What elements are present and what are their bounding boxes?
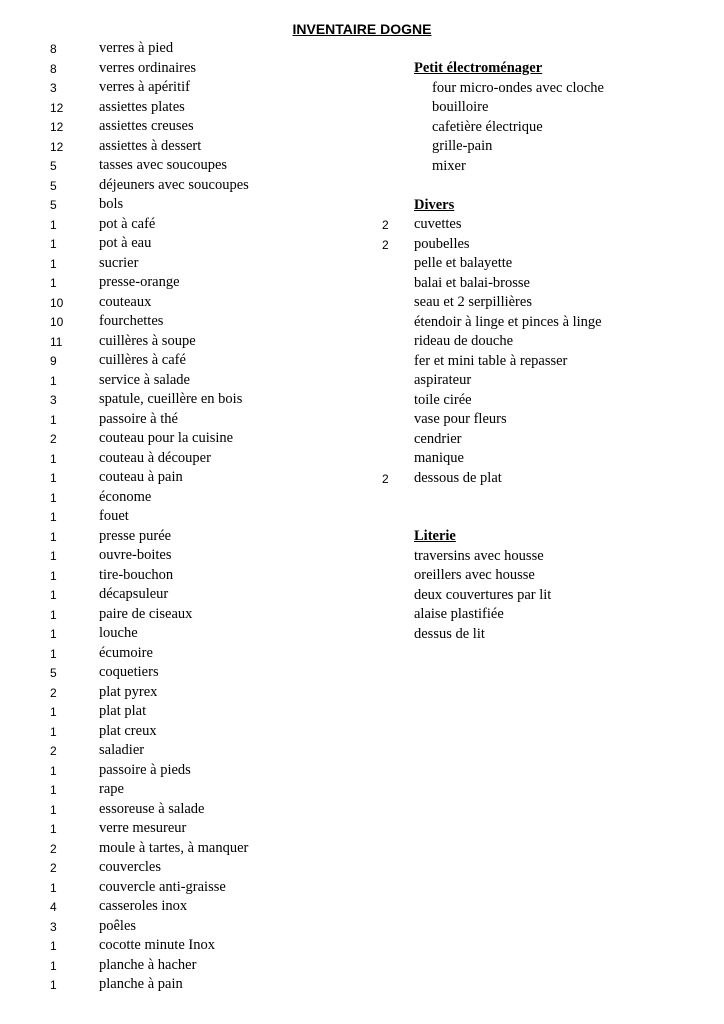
item-quantity: 1	[50, 978, 57, 992]
list-item	[0, 741, 360, 761]
item-quantity: 2	[50, 841, 57, 856]
list-item	[0, 332, 360, 352]
item-quantity: 3	[50, 81, 57, 95]
item-quantity: 1	[50, 607, 57, 622]
list-item	[0, 390, 360, 410]
item-label: grille-pain	[432, 138, 493, 154]
item-quantity: 1	[50, 783, 57, 797]
item-quantity: 3	[50, 393, 57, 407]
list-item	[0, 624, 360, 644]
item-label: couteau pour la cuisine	[99, 430, 234, 446]
list-item	[0, 878, 360, 898]
item-label: assiettes à dessert	[99, 137, 202, 154]
list-item	[0, 293, 360, 313]
list-item	[0, 585, 360, 605]
list-item	[370, 352, 724, 372]
list-item	[0, 839, 360, 859]
list-item	[0, 800, 360, 820]
item-quantity: 3	[50, 919, 57, 934]
section-heading-row	[370, 196, 724, 216]
item-label: rideau de douche	[414, 333, 514, 349]
document-title: INVENTAIRE DOGNE	[292, 21, 432, 37]
list-item	[0, 683, 360, 703]
list-item	[0, 195, 360, 215]
list-item	[370, 449, 724, 469]
item-label: essoreuse à salade	[99, 800, 205, 817]
list-item	[370, 118, 724, 138]
item-label: four micro-ondes avec cloche	[432, 79, 604, 96]
item-label: verres ordinaires	[99, 59, 197, 76]
item-quantity: 1	[50, 724, 57, 739]
list-item	[0, 546, 360, 566]
item-quantity: 1	[50, 529, 57, 544]
list-item	[370, 79, 724, 99]
item-label: poêles	[99, 917, 137, 934]
list-item	[0, 98, 360, 118]
item-label: décapsuleur	[99, 586, 169, 602]
item-label: sucrier	[99, 254, 139, 271]
list-item	[370, 293, 724, 313]
item-quantity: 1	[50, 880, 57, 895]
list-item	[0, 488, 360, 508]
item-label: planche à hacher	[99, 956, 197, 973]
item-quantity: 10	[50, 295, 64, 310]
section-heading-literie: Literie	[414, 528, 456, 544]
list-item	[0, 137, 360, 157]
list-item	[370, 371, 724, 391]
item-label: cuillères à café	[99, 352, 186, 368]
item-label: assiettes plates	[99, 98, 185, 115]
item-quantity: 8	[50, 61, 57, 76]
item-label: rape	[99, 781, 124, 797]
item-label: cocotte minute Inox	[99, 937, 215, 953]
list-item	[0, 605, 360, 625]
list-item	[0, 371, 360, 391]
section-heading-row	[370, 527, 724, 547]
list-item	[0, 780, 360, 800]
list-item	[0, 897, 360, 917]
list-item	[0, 78, 360, 98]
item-quantity: 1	[50, 646, 57, 661]
item-label: couteaux	[99, 293, 152, 310]
item-quantity: 1	[50, 490, 57, 505]
item-label: verres à apéritif	[99, 79, 190, 95]
list-item	[0, 819, 360, 839]
item-label: deux couvertures par lit	[414, 586, 552, 603]
list-item	[370, 625, 724, 645]
section-heading-petit-electromenager: Petit électroménager	[414, 60, 543, 76]
item-label: économe	[99, 488, 152, 505]
list-item	[0, 917, 360, 937]
list-item	[0, 449, 360, 469]
item-label: paire de ciseaux	[99, 605, 193, 622]
list-item	[0, 644, 360, 664]
item-label: fer et mini table à repasser	[414, 352, 568, 369]
item-quantity: 1	[50, 939, 57, 953]
list-item	[370, 586, 724, 606]
item-quantity: 1	[50, 510, 57, 524]
list-item	[0, 59, 360, 79]
item-label: dessous de plat	[414, 469, 502, 486]
item-label: tire-bouchon	[99, 566, 174, 583]
item-label: oreillers avec housse	[414, 567, 535, 583]
item-label: presse purée	[99, 527, 172, 544]
list-item	[0, 273, 360, 293]
item-quantity: 12	[50, 100, 64, 115]
item-quantity: 1	[50, 588, 57, 602]
list-item	[370, 137, 724, 157]
item-quantity: 12	[50, 120, 64, 134]
item-quantity: 4	[50, 900, 57, 914]
list-item	[0, 722, 360, 742]
item-quantity: 2	[382, 471, 389, 486]
item-label: cafetière électrique	[432, 118, 543, 135]
list-item	[370, 332, 724, 352]
spacer	[370, 508, 724, 528]
list-item	[370, 547, 724, 567]
item-quantity: 1	[50, 412, 57, 427]
item-quantity: 1	[50, 451, 57, 466]
list-item	[0, 312, 360, 332]
item-quantity: 1	[50, 471, 57, 485]
item-quantity: 1	[50, 627, 57, 641]
list-item	[0, 858, 360, 878]
item-label: moule à tartes, à manquer	[99, 839, 249, 856]
item-label: plat pyrex	[99, 683, 158, 700]
list-item	[0, 234, 360, 254]
item-label: bols	[99, 196, 124, 212]
list-item	[0, 410, 360, 430]
kitchen-inventory-list	[0, 39, 360, 995]
list-item	[0, 156, 360, 176]
item-label: mixer	[432, 157, 466, 174]
item-label: presse-orange	[99, 274, 180, 290]
item-quantity: 1	[50, 549, 57, 563]
list-item	[0, 702, 360, 722]
item-label: plat plat	[99, 703, 147, 719]
item-label: ouvre-boites	[99, 547, 172, 563]
item-quantity: 1	[50, 373, 57, 388]
list-item	[0, 39, 360, 59]
section-heading-row	[370, 59, 724, 79]
list-item	[0, 117, 360, 137]
spacer	[370, 488, 724, 508]
item-label: planche à pain	[99, 976, 183, 992]
list-item	[0, 507, 360, 527]
item-label: couteau à découper	[99, 449, 211, 466]
item-label: fourchettes	[99, 313, 164, 329]
item-label: écumoire	[99, 644, 153, 661]
item-quantity: 10	[50, 315, 64, 329]
item-quantity: 11	[50, 334, 63, 349]
item-label: cendrier	[414, 430, 462, 447]
list-item	[0, 956, 360, 976]
list-item	[370, 254, 724, 274]
list-item	[0, 527, 360, 547]
item-label: seau et 2 serpillières	[414, 294, 532, 310]
item-label: passoire à pieds	[99, 761, 191, 778]
item-label: verres à pied	[99, 40, 174, 56]
item-label: spatule, cueillère en bois	[99, 391, 243, 407]
list-item	[0, 468, 360, 488]
list-item	[370, 410, 724, 430]
list-item	[370, 157, 724, 177]
item-quantity: 12	[50, 139, 64, 154]
item-label: balai et balai-brosse	[414, 274, 530, 291]
list-item	[370, 98, 724, 118]
item-quantity: 1	[50, 237, 57, 251]
item-label: tasses avec soucoupes	[99, 157, 228, 173]
list-item	[370, 469, 724, 489]
item-quantity: 1	[50, 568, 57, 583]
item-label: fouet	[99, 508, 129, 524]
item-label: aspirateur	[414, 372, 472, 388]
item-quantity: 2	[50, 432, 57, 446]
item-label: bouilloire	[432, 99, 489, 115]
item-label: coquetiers	[99, 664, 159, 680]
item-label: manique	[414, 450, 464, 466]
item-quantity: 5	[50, 159, 57, 173]
item-quantity: 1	[50, 217, 57, 232]
list-item	[370, 235, 724, 255]
item-label: couteau à pain	[99, 469, 183, 485]
item-label: poubelles	[414, 235, 470, 252]
item-label: dessus de lit	[414, 625, 485, 642]
item-label: saladier	[99, 742, 145, 758]
other-inventory-list	[370, 59, 724, 644]
item-label: pot à café	[99, 215, 156, 232]
item-label: assiettes creuses	[99, 118, 194, 134]
list-item	[0, 254, 360, 274]
item-label: louche	[99, 625, 138, 641]
list-item	[0, 936, 360, 956]
item-label: couvercle anti-graisse	[99, 878, 226, 895]
item-label: couvercles	[99, 859, 161, 875]
item-quantity: 1	[50, 705, 57, 719]
list-item	[370, 215, 724, 235]
item-label: pelle et balayette	[414, 255, 513, 271]
item-quantity: 1	[50, 958, 57, 973]
item-quantity: 1	[50, 822, 57, 836]
item-label: étendoir à linge et pinces à linge	[414, 313, 602, 330]
item-quantity: 1	[50, 276, 57, 290]
item-quantity: 5	[50, 666, 57, 680]
item-label: pot à eau	[99, 235, 152, 251]
item-quantity: 8	[50, 42, 57, 56]
item-label: cuillères à soupe	[99, 332, 196, 349]
list-item	[0, 351, 360, 371]
item-quantity: 1	[50, 763, 57, 778]
item-quantity: 2	[382, 237, 389, 252]
spacer	[370, 176, 724, 196]
item-quantity: 2	[50, 685, 57, 700]
item-quantity: 2	[50, 861, 57, 875]
list-item	[0, 761, 360, 781]
item-label: cuvettes	[414, 216, 462, 232]
item-quantity: 1	[50, 802, 57, 817]
list-item	[0, 215, 360, 235]
item-label: toile cirée	[414, 391, 472, 408]
item-quantity: 2	[50, 744, 57, 758]
item-label: verre mesureur	[99, 820, 187, 836]
item-quantity: 2	[382, 218, 389, 232]
list-item	[0, 429, 360, 449]
list-item	[370, 605, 724, 625]
item-quantity: 5	[50, 198, 57, 212]
item-label: vase pour fleurs	[414, 411, 507, 427]
list-item	[0, 176, 360, 196]
item-label: déjeuners avec soucoupes	[99, 176, 249, 193]
item-quantity: 5	[50, 178, 57, 193]
item-label: casseroles inox	[99, 898, 188, 914]
list-item	[370, 274, 724, 294]
list-item	[0, 975, 360, 995]
item-label: plat creux	[99, 722, 157, 739]
item-quantity: 9	[50, 354, 57, 368]
list-item	[370, 391, 724, 411]
item-label: service à salade	[99, 371, 190, 388]
list-item	[370, 313, 724, 333]
item-label: traversins avec housse	[414, 547, 544, 564]
list-item	[0, 566, 360, 586]
list-item	[370, 566, 724, 586]
list-item	[0, 663, 360, 683]
item-label: alaise plastifiée	[414, 606, 504, 622]
list-item	[370, 430, 724, 450]
item-quantity: 1	[50, 256, 57, 271]
section-heading-divers: Divers	[414, 196, 455, 213]
item-label: passoire à thé	[99, 410, 178, 427]
